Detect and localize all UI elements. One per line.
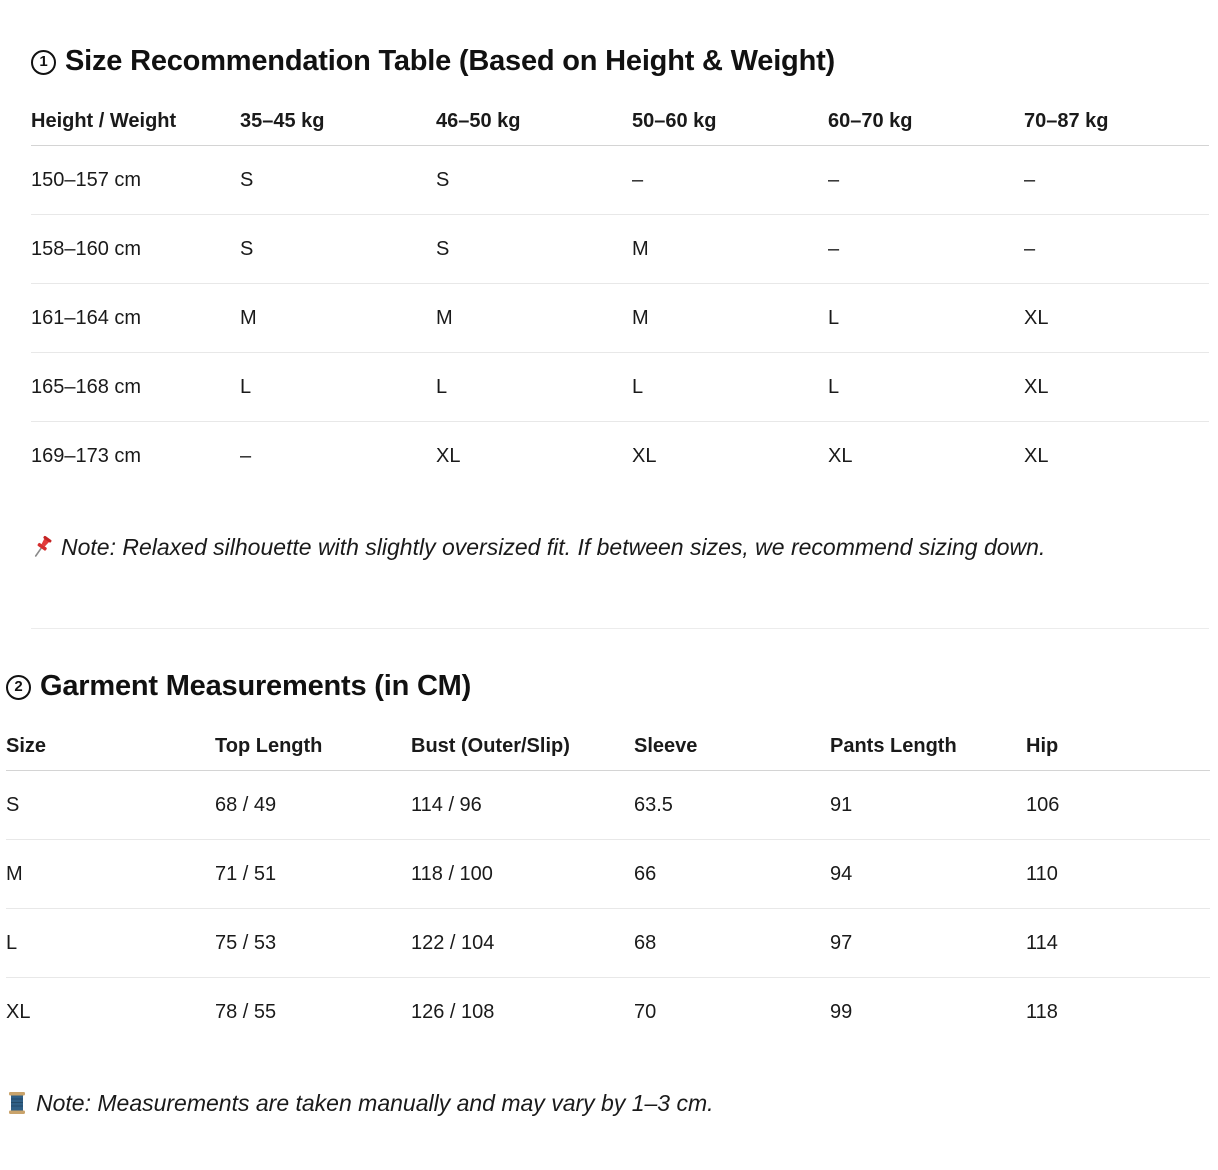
table-cell: 99 <box>830 1000 853 1023</box>
table-row <box>6 909 1210 978</box>
table-row <box>31 353 1209 422</box>
table-cell: XL <box>6 1000 31 1023</box>
table-cell: L <box>240 353 436 422</box>
table-cell: 66 <box>634 840 830 909</box>
table-cell: – <box>1024 215 1209 284</box>
table-cell: – <box>632 146 828 215</box>
column-header: Bust (Outer/Slip) <box>411 722 634 771</box>
table-cell: S <box>436 146 632 215</box>
table-cell: 91 <box>830 771 1026 840</box>
measurements-note <box>6 1087 714 1119</box>
table-cell: XL <box>828 444 853 467</box>
column-header: Size <box>6 722 215 771</box>
measurements-title: Garment Measurements (in CM) <box>40 669 472 702</box>
table-cell: – <box>828 215 1024 284</box>
table-cell: 70 <box>634 1000 657 1023</box>
table-cell: M <box>6 840 215 909</box>
table-cell: XL <box>632 444 657 467</box>
pushpin-icon <box>31 535 53 559</box>
table-cell: 118 <box>1026 1000 1058 1023</box>
size-table-heading <box>31 41 835 81</box>
table-cell: 118 / 100 <box>411 840 634 909</box>
size-recommendation-table <box>31 97 1209 490</box>
size-table-title: Size Recommendation Table (Based on Height & Weight) <box>65 44 835 77</box>
table-cell: XL <box>1024 284 1209 353</box>
table-cell: 106 <box>1026 771 1210 840</box>
column-header: Height / Weight <box>31 97 240 146</box>
size-table-note <box>31 531 1045 563</box>
table-cell: S <box>240 215 436 284</box>
table-cell: 63.5 <box>634 771 830 840</box>
table-cell: L <box>828 353 1024 422</box>
column-header: 70–87 kg <box>1024 97 1209 146</box>
note-text: Note: Relaxed silhouette with slightly oversized fit. If between sizes, we recommend sizing down. <box>61 533 1046 560</box>
table-cell: L <box>6 909 215 978</box>
table-cell: – <box>240 444 252 467</box>
section-number-badge: 1 <box>31 50 56 75</box>
table-cell: – <box>1024 146 1209 215</box>
table-row <box>31 146 1209 215</box>
note-text: Note: Measurements are taken manually and may vary by 1–3 cm. <box>36 1089 714 1116</box>
table-cell: 161–164 cm <box>31 284 240 353</box>
table-cell: 126 / 108 <box>411 1000 495 1023</box>
table-cell: XL <box>1024 353 1209 422</box>
table-cell: 94 <box>830 840 1026 909</box>
table-cell: 97 <box>830 909 1026 978</box>
table-cell: 158–160 cm <box>31 215 240 284</box>
column-header: Pants Length <box>830 722 1026 771</box>
table-cell: M <box>632 215 828 284</box>
table-cell: 165–168 cm <box>31 353 240 422</box>
column-header: 50–60 kg <box>632 97 828 146</box>
table-cell: M <box>632 284 828 353</box>
column-header: Hip <box>1026 722 1210 771</box>
table-cell: 114 / 96 <box>411 771 634 840</box>
table-cell: 150–157 cm <box>31 146 240 215</box>
table-cell: L <box>632 353 828 422</box>
column-header: Top Length <box>215 722 411 771</box>
section-number-badge: 2 <box>6 675 31 700</box>
table-row <box>31 422 1209 491</box>
section-divider <box>31 628 1209 629</box>
table-cell: 68 / 49 <box>215 771 411 840</box>
table-cell: 71 / 51 <box>215 840 411 909</box>
table-cell: – <box>828 146 1024 215</box>
table-cell: 110 <box>1026 840 1210 909</box>
table-cell: 78 / 55 <box>215 1000 277 1023</box>
table-cell: XL <box>1024 444 1049 467</box>
table-cell: 75 / 53 <box>215 909 411 978</box>
column-header: 35–45 kg <box>240 97 436 146</box>
table-cell: L <box>436 353 632 422</box>
table-cell: XL <box>436 444 461 467</box>
table-row <box>31 284 1209 353</box>
table-header-row <box>31 97 1209 146</box>
table-cell: L <box>828 284 1024 353</box>
table-cell: M <box>436 284 632 353</box>
column-header: 46–50 kg <box>436 97 632 146</box>
column-header: Sleeve <box>634 722 830 771</box>
table-cell: M <box>240 284 436 353</box>
garment-measurements-table <box>6 722 1210 1046</box>
spool-of-thread-icon <box>6 1091 28 1115</box>
table-cell: S <box>6 771 215 840</box>
table-cell: 122 / 104 <box>411 909 634 978</box>
table-row <box>6 840 1210 909</box>
table-cell: S <box>240 146 436 215</box>
table-row <box>6 978 1210 1047</box>
column-header: 60–70 kg <box>828 97 1024 146</box>
table-cell: 169–173 cm <box>31 444 142 467</box>
table-row <box>31 215 1209 284</box>
table-header-row <box>6 722 1210 771</box>
table-cell: 114 <box>1026 909 1210 978</box>
table-cell: 68 <box>634 909 830 978</box>
table-row <box>6 771 1210 840</box>
measurements-heading <box>6 666 471 706</box>
table-cell: S <box>436 215 632 284</box>
